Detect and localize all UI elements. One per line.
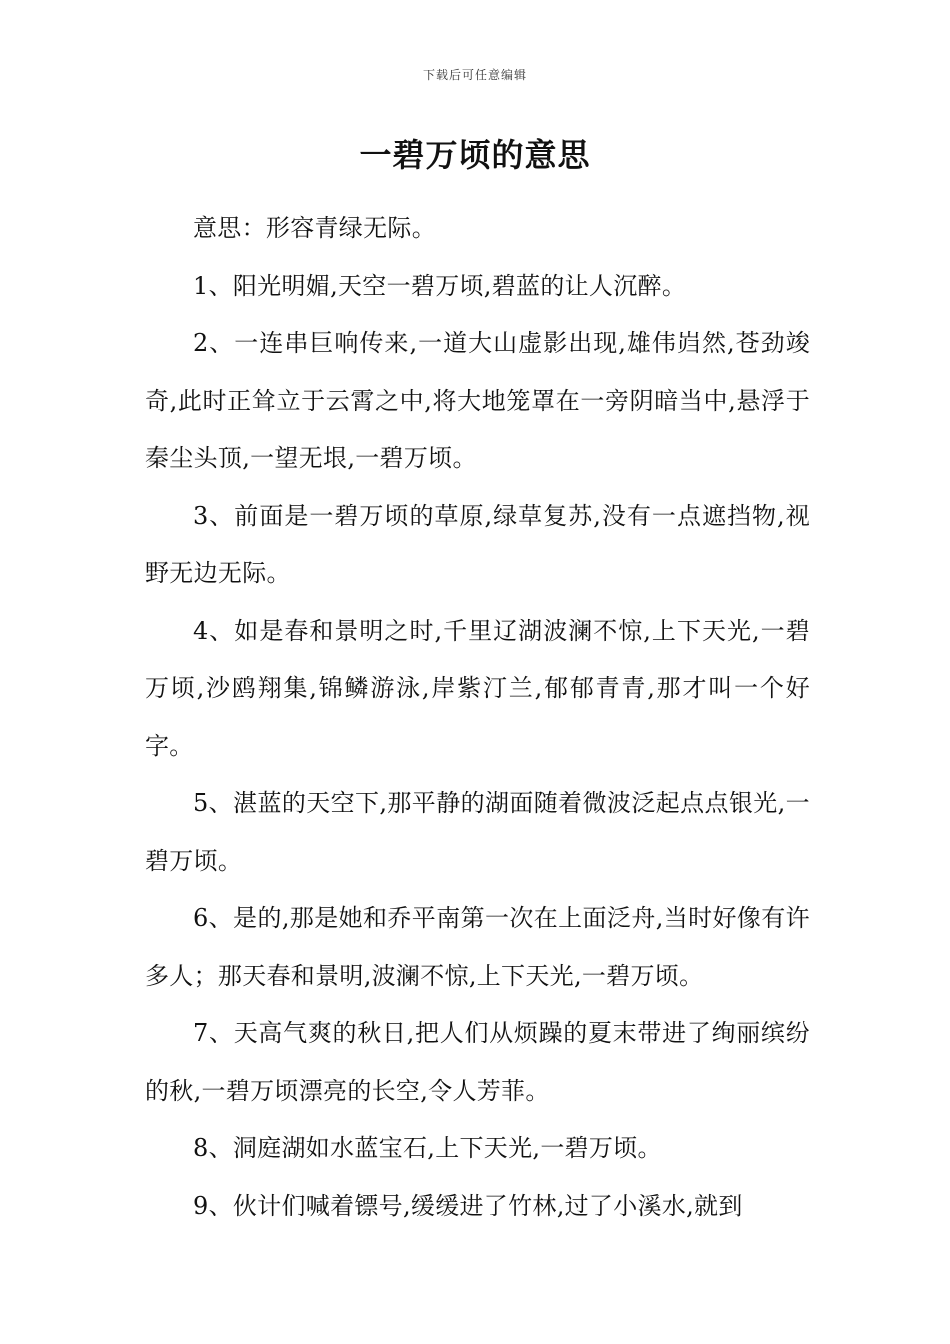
paragraph-example-6: 6、是的,那是她和乔平南第一次在上面泛舟,当时好像有许多人；那天春和景明,波澜不惊,上下天光,一碧万顷。 (145, 904, 810, 990)
document-body (145, 200, 810, 1235)
paragraph-example-1: 1、阳光明媚,天空一碧万顷,碧蓝的让人沉醉。 (193, 271, 687, 300)
paragraph-example-9: 9、伙计们喊着镖号,缓缓进了竹林,过了小溪水,就到 (193, 1191, 743, 1220)
paragraph-definition: 意思：形容青绿无际。 (193, 214, 436, 242)
paragraph-example-2: 2、一连串巨响传来,一道大山虚影出现,雄伟岿然,苍劲竣奇,此时正耸立于云霄之中,将大地笼罩在一旁阴暗当中,悬浮于秦尘头顶,一望无垠,一碧万顷。 (145, 329, 810, 472)
header-note: 下载后可任意编辑 (422, 68, 527, 82)
paragraph-example-8: 8、洞庭湖如水蓝宝石,上下天光,一碧万顷。 (193, 1134, 662, 1162)
document-title: 一碧万顷的意思 (359, 136, 591, 174)
paragraph-example-5: 5、湛蓝的天空下,那平静的湖面随着微波泛起点点银光,一碧万顷。 (145, 789, 810, 875)
paragraph-example-7: 7、天高气爽的秋日,把人们从烦躁的夏末带进了绚丽缤纷的秋,一碧万顷漂亮的长空,令人芳菲。 (145, 1019, 810, 1105)
paragraph-example-4: 4、如是春和景明之时,千里辽湖波澜不惊,上下天光,一碧万顷,沙鸥翔集,锦鳞游泳,岸紫汀兰,郁郁青青,那才叫一个好字。 (145, 616, 810, 760)
paragraph-example-3: 3、前面是一碧万顷的草原,绿草复苏,没有一点遮挡物,视野无边无际。 (145, 501, 810, 587)
